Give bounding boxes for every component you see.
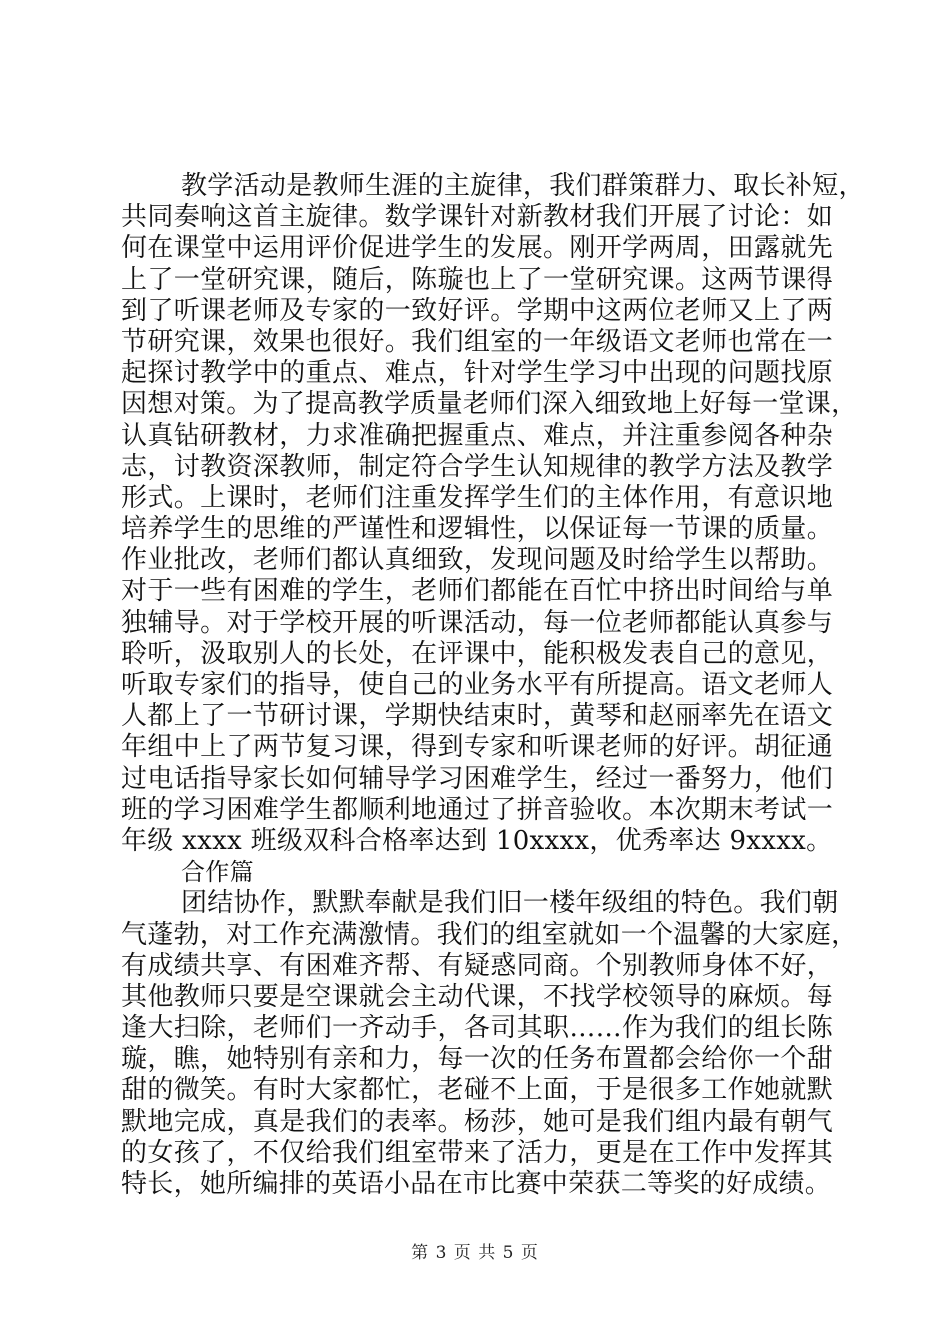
text-line: 默地完成，真是我们的表率。杨莎，她可是我们组内最有朝气	[121, 1106, 833, 1137]
text-line: 的女孩了，不仅给我们组室带来了活力，更是在工作中发挥其	[121, 1137, 833, 1168]
text-line: 共同奏响这首主旋律。数学课针对新教材我们开展了讨论：如	[121, 202, 833, 233]
text-line: 年组中上了两节复习课，得到专家和听课老师的好评。胡征通	[121, 732, 833, 763]
text-line: 有成绩共享、有困难齐帮、有疑惑同商。个别教师身体不好，	[121, 950, 833, 981]
text-line: 特长，她所编排的英语小品在市比赛中荣获二等奖的好成绩。	[121, 1169, 832, 1199]
text-line: 其他教师只要是空课就会主动代课，不找学校领导的麻烦。每	[121, 981, 833, 1012]
text-line: 聆听，汲取别人的长处，在评课中，能积极发表自己的意见，	[121, 638, 833, 669]
text-line: 形式。上课时，老师们注重发挥学生们的主体作用，有意识地	[121, 482, 833, 513]
text-line: 上了一堂研究课，随后，陈璇也上了一堂研究课。这两节课得	[121, 264, 833, 295]
text-line: 培养学生的思维的严谨性和逻辑性，以保证每一节课的质量。	[121, 514, 833, 545]
paragraph-cooperation	[121, 888, 858, 1200]
text-line: 过电话指导家长如何辅导学习困难学生，经过一番努力，他们	[121, 763, 833, 794]
text-line: 对于一些有困难的学生，老师们都能在百忙中挤出时间给与单	[121, 576, 833, 607]
text-line: 何在课堂中运用评价促进学生的发展。刚开学两周，田露就先	[121, 233, 833, 264]
text-line: 年级 xxxx 班级双科合格率达到 10xxxx，优秀率达 9xxxx。	[121, 825, 833, 856]
text-line: 教学活动是教师生涯的主旋律，我们群策群力、取长补短，	[181, 171, 865, 201]
text-line: 甜的微笑。有时大家都忙，老碰不上面，于是很多工作她就默	[121, 1075, 833, 1106]
paragraph-teaching	[121, 171, 865, 857]
text-line: 气蓬勃，对工作充满激情。我们的组室就如一个温馨的大家庭，	[121, 919, 858, 950]
text-line: 志，讨教资深教师，制定符合学生认知规律的教学方法及教学	[121, 451, 833, 482]
document-body	[121, 171, 865, 1200]
page-number-footer: 第 3 页 共 5 页	[411, 1243, 539, 1263]
text-line: 听取专家们的指导，使自己的业务水平有所提高。语文老师人	[121, 670, 833, 700]
text-line: 认真钻研教材，力求准确把握重点、难点，并注重参阅各种杂	[121, 420, 833, 451]
text-line: 璇，瞧，她特别有亲和力，每一次的任务布置都会给你一个甜	[121, 1044, 833, 1075]
text-line: 人都上了一节研讨课，学期快结束时，黄琴和赵丽率先在语文	[121, 701, 833, 732]
text-line: 独辅导。对于学校开展的听课活动，每一位老师都能认真参与	[121, 607, 833, 638]
text-line: 逢大扫除，老师们一齐动手，各司其职……作为我们的组长陈	[121, 1013, 833, 1044]
text-line: 因想对策。为了提高教学质量老师们深入细致地上好每一堂课，	[121, 389, 858, 420]
text-line: 到了听课老师及专家的一致好评。学期中这两位老师又上了两	[121, 295, 833, 326]
text-line: 起探讨教学中的重点、难点，针对学生学习中出现的问题找原	[121, 358, 833, 389]
text-line: 团结协作，默默奉献是我们旧一楼年级组的特色。我们朝	[181, 888, 839, 919]
text-line: 班的学习困难学生都顺利地通过了拼音验收。本次期末考试一	[121, 794, 833, 825]
section-heading: 合作篇	[181, 858, 254, 887]
text-line: 作业批改，老师们都认真细致，发现问题及时给学生以帮助。	[121, 545, 833, 576]
text-line: 节研究课，效果也很好。我们组室的一年级语文老师也常在一	[121, 326, 833, 357]
